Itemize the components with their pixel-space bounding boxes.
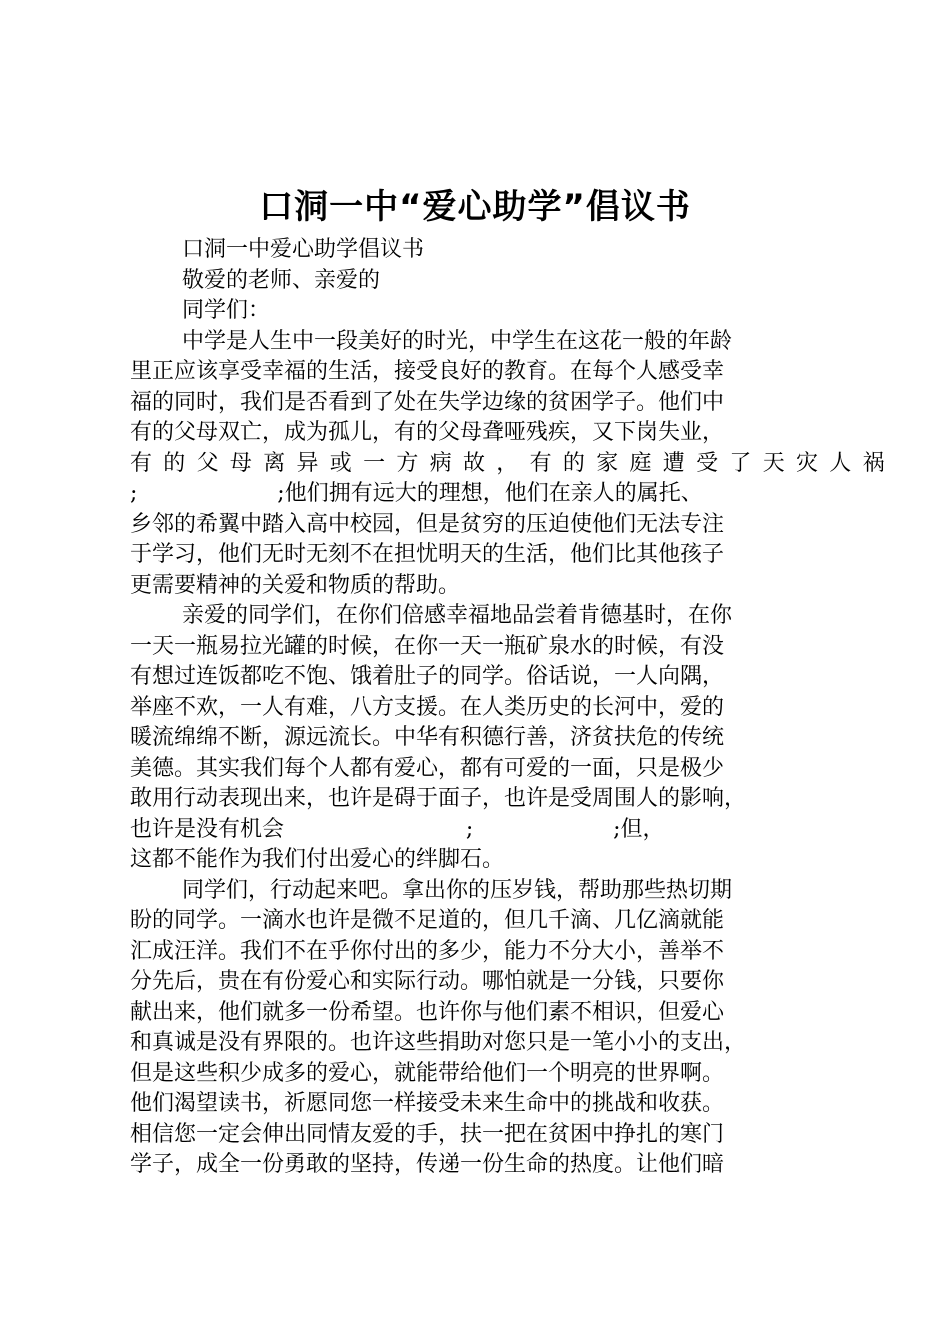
salutation-line: 敬爱的老师、亲爱的: [182, 267, 381, 293]
paragraph-line: 有的父母离异或一方病故，有的家庭遭受了天灾人祸: [130, 450, 896, 476]
paragraph-line: 福的同时，我们是否看到了处在失学边缘的贫困学子。他们中: [130, 389, 725, 415]
paragraph-line: 相信您一定会伸出同情友爱的手，扶一把在贫困中挣扎的寒门: [130, 1121, 725, 1147]
paragraph-line: 同学们，行动起来吧。拿出你的压岁钱，帮助那些热切期: [182, 877, 733, 903]
paragraph-line: 美德。其实我们每个人都有爱心，都有可爱的一面，只是极少: [130, 755, 725, 781]
paragraph-line: 敢用行动表现出来，也许是碍于面子，也许是受周围人的影响，: [130, 786, 747, 811]
paragraph-line: 分先后，贵在有份爱心和实际行动。哪怕就是一分钱，只要你: [130, 969, 725, 994]
paragraph-line: 也许是没有机会 ; ;但，: [130, 816, 665, 842]
document-title: 口洞一中“爱心助学”倡议书: [259, 187, 691, 227]
paragraph-line: 亲爱的同学们，在你们倍感幸福地品尝着肯德基时，在你: [182, 603, 733, 628]
paragraph-line: 但是这些积少成多的爱心，就能带给他们一个明亮的世界啊。: [130, 1060, 725, 1086]
paragraph-line: 有的父母双亡，成为孤儿，有的父母聋哑残疾，又下岗失业，: [130, 420, 725, 445]
paragraph-line: 盼的同学。一滴水也许是微不足道的，但几千滴、几亿滴就能: [130, 908, 725, 933]
salutation-line: 同学们：: [182, 298, 271, 323]
paragraph-line: 乡邻的希翼中踏入高中校园，但是贫穷的压迫使他们无法专注: [130, 511, 725, 537]
paragraph-line: 献出来，他们就多一份希望。也许你与他们素不相识，但爱心: [130, 999, 725, 1025]
paragraph-line: 汇成汪洋。我们不在乎你付出的多少，能力不分大小，善举不: [130, 938, 725, 964]
paragraph-line: 一天一瓶易拉光罐的时候，在你一天一瓶矿泉水的时候，有没: [130, 633, 725, 659]
subtitle-line: 口洞一中爱心助学倡议书: [182, 237, 425, 262]
paragraph-line: 这都不能作为我们付出爱心的绊脚石。: [130, 847, 505, 872]
document-body: [130, 235, 896, 1181]
paragraph-line: 他们渴望读书，祈愿同您一样接受未来生命中的挑战和收获。: [130, 1091, 725, 1116]
paragraph-line: 和真诚是没有界限的。也许这些捐助对您只是一笔小小的支出，: [130, 1030, 747, 1055]
paragraph-line: 举座不欢，一人有难，八方支援。在人类历史的长河中，爱的: [130, 694, 725, 720]
paragraph-line: 于学习，他们无时无刻不在担忧明天的生活，他们比其他孩子: [130, 542, 725, 567]
paragraph-line: ; ;他们拥有远大的理想，他们在亲人的属托、: [130, 481, 703, 506]
paragraph-line: 暖流绵绵不断，源远流长。中华有积德行善，济贫扶危的传统: [130, 725, 725, 750]
paragraph-line: 里正应该享受幸福的生活，接受良好的教育。在每个人感受幸: [130, 359, 725, 384]
paragraph-line: 更需要精神的关爱和物质的帮助。: [130, 572, 461, 598]
paragraph-line: 有想过连饭都吃不饱、饿着肚子的同学。俗话说，一人向隅，: [130, 664, 725, 689]
paragraph-line: 中学是人生中一段美好的时光，中学生在这花一般的年龄: [182, 328, 733, 354]
paragraph-line: 学子，成全一份勇敢的坚持，传递一份生命的热度。让他们暗: [130, 1152, 725, 1177]
